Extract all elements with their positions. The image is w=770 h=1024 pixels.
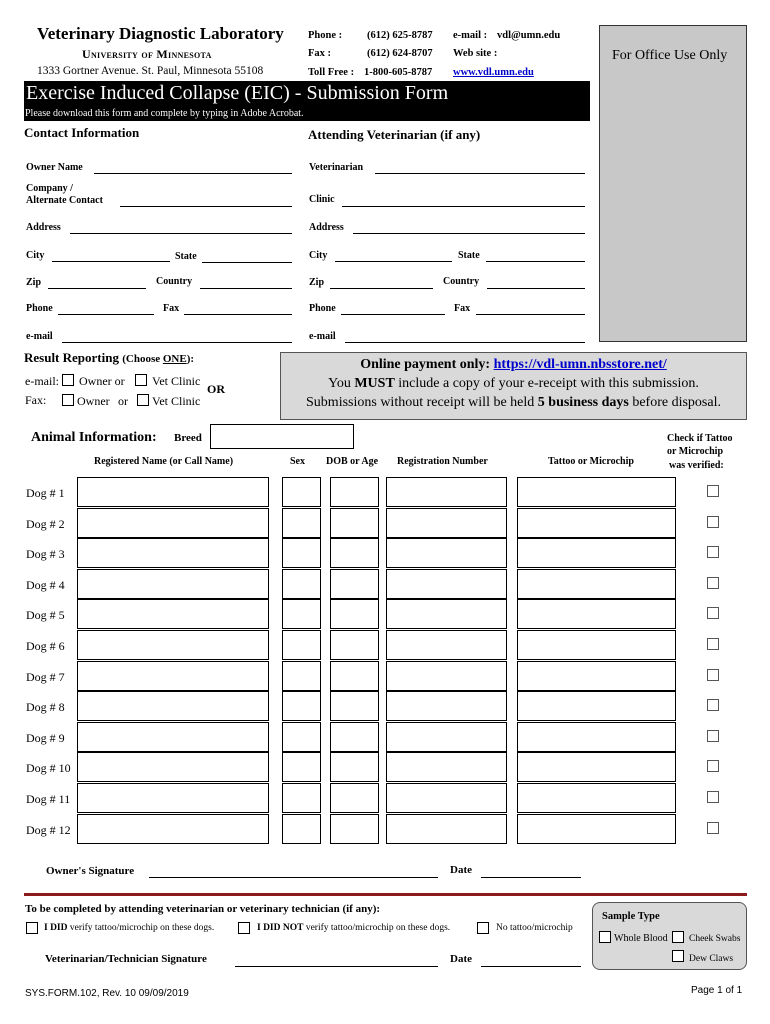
fax-vet-clinic-checkbox[interactable]: [137, 394, 149, 406]
col-check-3: was verified:: [669, 460, 724, 471]
vet-state-label: State: [458, 250, 480, 261]
registered-name-input[interactable]: [77, 661, 269, 691]
dob-input[interactable]: [330, 538, 379, 568]
owner-state-label: State: [175, 251, 197, 262]
sex-input[interactable]: [282, 722, 321, 752]
sex-input[interactable]: [282, 538, 321, 568]
contact-heading: Contact Information: [24, 125, 140, 140]
verified-checkbox[interactable]: [707, 638, 719, 650]
verified-checkbox[interactable]: [707, 516, 719, 528]
did-not-verify-label: [257, 923, 450, 933]
owner-address-label: Address: [26, 222, 61, 233]
col-check-1: Check if Tattoo: [667, 433, 733, 444]
sex-input[interactable]: [282, 752, 321, 782]
dog-label: Dog # 12: [26, 823, 71, 837]
email-owner-checkbox[interactable]: [62, 374, 74, 386]
registration-input[interactable]: [386, 477, 507, 507]
payment-line-3: [281, 395, 746, 411]
tattoo-input[interactable]: [517, 722, 676, 752]
owner-email-label: e-mail: [26, 331, 53, 342]
vet-fax-field[interactable]: [476, 314, 585, 315]
vet-section-heading: To be completed by attending veterinarian or veterinary technician (if any):: [25, 903, 381, 915]
registered-name-input[interactable]: [77, 814, 269, 844]
registration-input[interactable]: [386, 691, 507, 721]
vet-zip-field[interactable]: [330, 288, 433, 289]
tattoo-input[interactable]: [517, 752, 676, 782]
dob-input[interactable]: [330, 814, 379, 844]
tattoo-input[interactable]: [517, 630, 676, 660]
verified-checkbox[interactable]: [707, 577, 719, 589]
vet-city-label: City: [309, 250, 328, 261]
sex-input[interactable]: [282, 814, 321, 844]
vet-state-field[interactable]: [486, 261, 585, 262]
owner-date-field[interactable]: [481, 877, 581, 878]
result-reporting-heading: [24, 350, 194, 366]
owner-name-field[interactable]: [94, 173, 292, 174]
payment-line3-c: before disposal.: [628, 395, 721, 410]
sample-type-box: [592, 902, 747, 970]
col-tattoo: Tattoo or Microchip: [548, 456, 634, 467]
tattoo-input[interactable]: [517, 783, 676, 813]
owner-state-field[interactable]: [202, 262, 292, 263]
fax-owner-checkbox[interactable]: [62, 394, 74, 406]
owner-phone-field[interactable]: [58, 314, 154, 315]
vet-country-label: Country: [443, 276, 480, 287]
no-tattoo-checkbox[interactable]: [477, 922, 489, 934]
dog-label: Dog # 5: [26, 608, 65, 622]
lab-address: 1333 Gortner Avenue. St. Paul, Minnesota 55108: [37, 65, 264, 77]
owner-phone-label: Phone: [26, 303, 53, 314]
vet-address-label: Address: [309, 222, 344, 233]
dog-label: Dog # 7: [26, 670, 65, 684]
or-label: OR: [207, 382, 225, 396]
payment-line2-a: You: [328, 376, 355, 391]
payment-line3-b: 5 business days: [537, 395, 629, 410]
tollfree-value: 1-800-605-8787: [364, 67, 433, 78]
result-fax-label: Fax:: [25, 393, 47, 407]
vet-signature-label: Veterinarian/Technician Signature: [45, 953, 207, 965]
cheek-swabs-checkbox[interactable]: [672, 931, 684, 943]
dog-label: Dog # 3: [26, 547, 65, 561]
did-verify-checkbox[interactable]: [26, 922, 38, 934]
result-email-label: e-mail:: [25, 374, 59, 388]
registered-name-input[interactable]: [77, 508, 269, 538]
vet-city-field[interactable]: [335, 261, 452, 262]
payment-line3-a: Submissions without receipt will be held: [306, 395, 538, 410]
owner-country-field[interactable]: [200, 288, 292, 289]
owner-name-label: Owner Name: [26, 162, 83, 173]
dob-input[interactable]: [330, 599, 379, 629]
dog-label: Dog # 11: [26, 792, 71, 806]
lab-name: Veterinary Diagnostic Laboratory: [37, 24, 284, 43]
fax-value: (612) 624-8707: [367, 48, 433, 59]
did-not-verify-checkbox[interactable]: [238, 922, 250, 934]
payment-line-1: [281, 357, 746, 373]
sex-input[interactable]: [282, 661, 321, 691]
fax-label: Fax :: [308, 48, 332, 59]
choose-one: ONE: [162, 353, 187, 365]
dog-label: Dog # 2: [26, 517, 65, 531]
vet-heading: Attending Veterinarian (if any): [308, 127, 481, 142]
verified-checkbox[interactable]: [707, 822, 719, 834]
dob-input[interactable]: [330, 569, 379, 599]
payment-url[interactable]: https://vdl-umn.nbsstore.net/: [493, 357, 667, 372]
website-link[interactable]: www.vdl.umn.edu: [453, 67, 534, 78]
sex-input[interactable]: [282, 508, 321, 538]
vet-email-field[interactable]: [345, 342, 585, 343]
owner-city-label: City: [26, 250, 45, 261]
registration-input[interactable]: [386, 783, 507, 813]
payment-line2-b: MUST: [354, 376, 395, 391]
registered-name-input[interactable]: [77, 477, 269, 507]
title-bar: [24, 81, 590, 108]
sex-input[interactable]: [282, 630, 321, 660]
verified-checkbox[interactable]: [707, 730, 719, 742]
email-label: e-mail :: [453, 30, 488, 41]
owner-fax-label: Fax: [163, 303, 180, 314]
choose-suffix: ):: [186, 353, 195, 365]
phone-value: (612) 625-8787: [367, 30, 433, 41]
registration-input[interactable]: [386, 814, 507, 844]
registration-input[interactable]: [386, 599, 507, 629]
verified-checkbox[interactable]: [707, 760, 719, 772]
office-use-label: For Office Use Only: [612, 48, 728, 63]
vet-phone-field[interactable]: [341, 314, 445, 315]
choose-prefix: (Choose: [122, 353, 163, 365]
col-registration: Registration Number: [397, 456, 488, 467]
form-subtitle: Please download this form and complete by typing in Adobe Acrobat.: [25, 108, 304, 119]
registration-input[interactable]: [386, 538, 507, 568]
dob-input[interactable]: [330, 752, 379, 782]
whole-blood-label: Whole Blood: [614, 933, 668, 944]
tattoo-input[interactable]: [517, 477, 676, 507]
subtitle-bar: [24, 108, 590, 121]
email-owner-label: Owner or: [79, 374, 125, 388]
veterinarian-label: Veterinarian: [309, 162, 364, 173]
vet-signature-field[interactable]: [235, 966, 438, 967]
col-registered-name: Registered Name (or Call Name): [94, 456, 234, 467]
dob-input[interactable]: [330, 661, 379, 691]
col-dob: DOB or Age: [326, 456, 379, 467]
result-heading-text: Result Reporting: [24, 350, 119, 365]
verified-checkbox[interactable]: [707, 791, 719, 803]
owner-fax-field[interactable]: [184, 314, 292, 315]
email-vet-clinic-checkbox[interactable]: [135, 374, 147, 386]
registered-name-input[interactable]: [77, 599, 269, 629]
verified-checkbox[interactable]: [707, 699, 719, 711]
owner-city-field[interactable]: [52, 261, 170, 262]
tattoo-input[interactable]: [517, 814, 676, 844]
whole-blood-checkbox[interactable]: [599, 931, 611, 943]
payment-line2-c: include a copy of your e-receipt with this submission.: [394, 376, 699, 391]
dob-input[interactable]: [330, 508, 379, 538]
email-vet-clinic-label: Vet Clinic: [152, 374, 201, 388]
owner-email-field[interactable]: [62, 342, 292, 343]
registration-input[interactable]: [386, 508, 507, 538]
did-not-verify-strong: I DID NOT: [257, 923, 304, 933]
fax-or-label: or: [118, 394, 128, 408]
dog-label: Dog # 6: [26, 639, 65, 653]
form-id: SYS.FORM.102, Rev. 10 09/09/2019: [25, 988, 189, 999]
dog-label: Dog # 10: [26, 761, 71, 775]
owner-country-label: Country: [156, 276, 193, 287]
sex-input[interactable]: [282, 477, 321, 507]
vet-country-field[interactable]: [487, 288, 585, 289]
breed-input[interactable]: [210, 424, 354, 449]
dob-input[interactable]: [330, 630, 379, 660]
did-not-verify-rest: verify tattoo/microchip on these dogs.: [303, 923, 451, 933]
phone-label: Phone :: [308, 30, 343, 41]
office-use-box: [599, 25, 747, 342]
owner-date-label: Date: [450, 864, 472, 876]
verified-checkbox[interactable]: [707, 546, 719, 558]
registered-name-input[interactable]: [77, 752, 269, 782]
no-tattoo-label: No tattoo/microchip: [496, 923, 573, 933]
dob-input[interactable]: [330, 477, 379, 507]
fax-vet-clinic-label: Vet Clinic: [152, 394, 201, 408]
dob-input[interactable]: [330, 783, 379, 813]
vet-zip-label: Zip: [309, 277, 325, 288]
owner-signature-label: Owner's Signature: [46, 865, 135, 877]
verified-checkbox[interactable]: [707, 485, 719, 497]
dob-input[interactable]: [330, 722, 379, 752]
tattoo-input[interactable]: [517, 661, 676, 691]
breed-label: Breed: [174, 432, 202, 444]
col-sex: Sex: [290, 456, 305, 467]
did-verify-strong: I DID: [44, 923, 68, 933]
registered-name-input[interactable]: [77, 538, 269, 568]
animal-heading: Animal Information:: [31, 430, 157, 445]
sex-input[interactable]: [282, 569, 321, 599]
owner-zip-label: Zip: [26, 277, 42, 288]
vet-date-label: Date: [450, 953, 472, 965]
sex-input[interactable]: [282, 691, 321, 721]
registration-input[interactable]: [386, 569, 507, 599]
page-number: Page 1 of 1: [691, 985, 743, 996]
company-label-1: Company /: [26, 183, 73, 194]
payment-box: [280, 352, 747, 420]
owner-zip-field[interactable]: [48, 288, 146, 289]
registration-input[interactable]: [386, 752, 507, 782]
vet-fax-label: Fax: [454, 303, 471, 314]
website-label: Web site :: [453, 48, 498, 59]
did-verify-rest: verify tattoo/microchip on these dogs.: [67, 923, 215, 933]
registered-name-input[interactable]: [77, 630, 269, 660]
sample-type-heading: Sample Type: [602, 911, 660, 922]
tattoo-input[interactable]: [517, 569, 676, 599]
vet-date-field[interactable]: [481, 966, 581, 967]
university-name: University of Minnesota: [82, 47, 212, 61]
vet-address-field[interactable]: [353, 233, 585, 234]
section-divider: [24, 893, 747, 896]
tattoo-input[interactable]: [517, 599, 676, 629]
cheek-swabs-label: Cheek Swabs: [689, 934, 741, 944]
registration-input[interactable]: [386, 661, 507, 691]
payment-line-2: [281, 376, 746, 392]
fax-owner-label: Owner: [77, 394, 110, 408]
registered-name-input[interactable]: [77, 783, 269, 813]
tattoo-input[interactable]: [517, 538, 676, 568]
dog-label: Dog # 1: [26, 486, 65, 500]
owner-signature-field[interactable]: [149, 877, 438, 878]
registration-input[interactable]: [386, 722, 507, 752]
registered-name-input[interactable]: [77, 691, 269, 721]
col-check-2: or Microchip: [667, 446, 724, 457]
tattoo-input[interactable]: [517, 508, 676, 538]
vet-email-label: e-mail: [309, 331, 336, 342]
dog-label: Dog # 9: [26, 731, 65, 745]
form-title: Exercise Induced Collapse (EIC) - Submission Form: [26, 82, 449, 104]
registered-name-input[interactable]: [77, 569, 269, 599]
email-value: vdl@umn.edu: [497, 30, 561, 41]
dew-claws-checkbox[interactable]: [672, 950, 684, 962]
clinic-label: Clinic: [309, 194, 335, 205]
company-field[interactable]: [120, 206, 292, 207]
dog-label: Dog # 8: [26, 700, 65, 714]
tollfree-label: Toll Free :: [308, 67, 355, 78]
dob-input[interactable]: [330, 691, 379, 721]
vet-phone-label: Phone: [309, 303, 336, 314]
verified-checkbox[interactable]: [707, 669, 719, 681]
did-verify-label: [44, 923, 214, 933]
verified-checkbox[interactable]: [707, 607, 719, 619]
owner-address-field[interactable]: [70, 233, 292, 234]
company-label-2: Alternate Contact: [26, 195, 103, 206]
registration-input[interactable]: [386, 630, 507, 660]
dew-claws-label: Dew Claws: [689, 954, 734, 964]
veterinarian-field[interactable]: [375, 173, 585, 174]
dog-label: Dog # 4: [26, 578, 65, 592]
sex-input[interactable]: [282, 783, 321, 813]
tattoo-input[interactable]: [517, 691, 676, 721]
sex-input[interactable]: [282, 599, 321, 629]
payment-label: Online payment only:: [360, 357, 491, 372]
clinic-field[interactable]: [342, 206, 585, 207]
registered-name-input[interactable]: [77, 722, 269, 752]
